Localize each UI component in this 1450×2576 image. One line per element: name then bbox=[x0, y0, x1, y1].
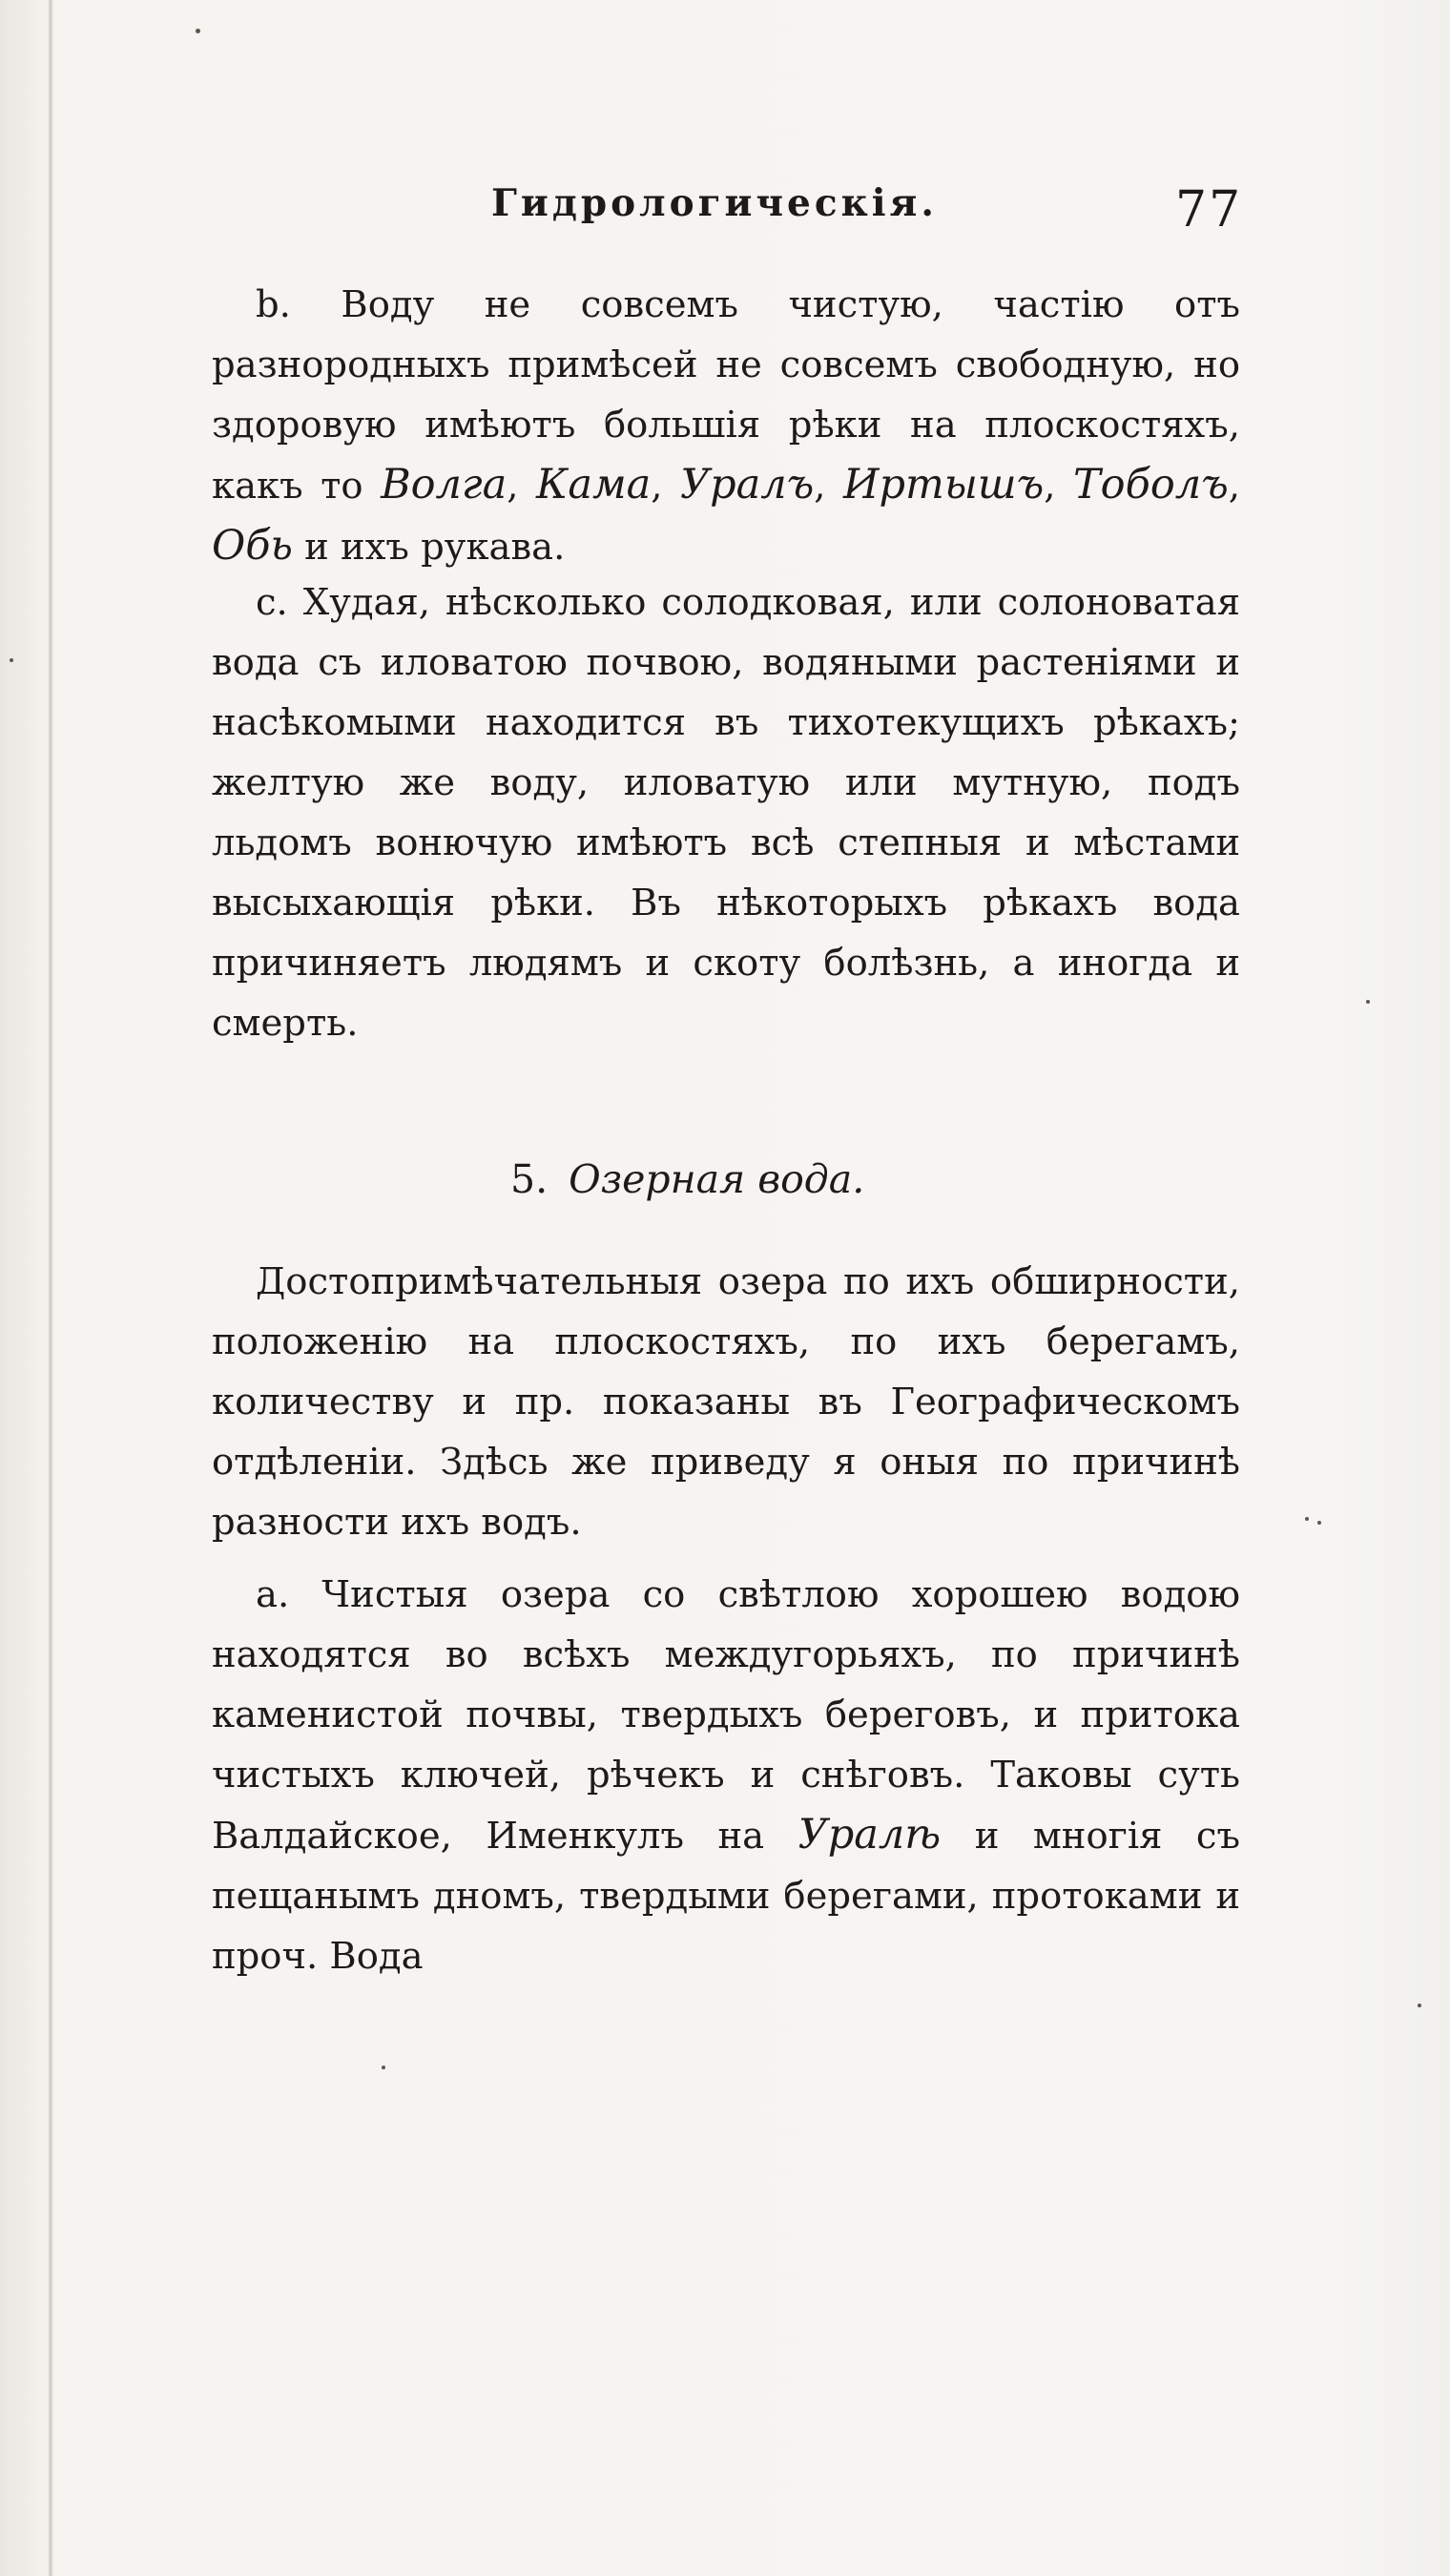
print-speck bbox=[382, 2066, 385, 2069]
separator: , bbox=[814, 465, 844, 508]
separator: , bbox=[1228, 465, 1240, 508]
print-speck bbox=[1418, 2004, 1421, 2007]
paragraph-a bbox=[212, 1565, 1240, 1986]
section-title: Озерная вода. bbox=[569, 1156, 865, 1202]
print-speck bbox=[10, 658, 13, 662]
paragraph-a-text-start: а. Чистыя озера со свѣтлою хорошею водою находятся во всѣхъ междугорьяхъ, по причинѣ каменистой почвы, твердыхъ береговъ, и притока чистыхъ ключей, рѣчекъ и снѣговъ. Таковы суть Валдайское, Именкулъ на bbox=[212, 1573, 1240, 1858]
print-speck bbox=[196, 29, 200, 33]
page-number: 77 bbox=[1175, 181, 1243, 239]
running-title: Гидрологическія. bbox=[491, 181, 938, 225]
print-speck bbox=[1317, 1521, 1321, 1525]
paragraph-b-text-start: b. Воду не совсемъ чистую, частію отъ разнородныхъ примѣсей не совсемъ свободную, но здоровую имѣютъ большія рѣки на плоскостяхъ, какъ то bbox=[212, 283, 1240, 508]
paragraph-intro: Достопримѣчательныя озера по ихъ обширности, положенію на плоскостяхъ, по ихъ берегамъ, количеству и пр. показаны въ Географическомъ отдѣленіи. Здѣсь же приведу я оныя по причинѣ разности ихъ водъ. bbox=[212, 1260, 1240, 1544]
river-name-ural: Уралъ bbox=[680, 461, 815, 509]
page-gutter-shadow bbox=[48, 0, 53, 2576]
river-name-ob: Обь bbox=[212, 522, 293, 570]
paragraph-b bbox=[212, 275, 1240, 577]
river-name-kama: Кама bbox=[536, 461, 652, 509]
river-name-tobol: Тоболъ bbox=[1073, 461, 1229, 509]
section-number: 5. bbox=[510, 1156, 549, 1202]
paragraph-b-text-end: и ихъ рукава. bbox=[292, 526, 566, 569]
separator: , bbox=[507, 465, 537, 508]
separator: , bbox=[1044, 465, 1073, 508]
separator: , bbox=[651, 465, 680, 508]
paragraph-a-text-end: и многія съ пещанымъ дномъ, твердыми берегами, протоками и проч. Вода bbox=[212, 1815, 1240, 1978]
river-name-volga: Волга bbox=[381, 461, 508, 509]
section-heading bbox=[510, 1156, 864, 1202]
river-name-irtysh: Иртышъ bbox=[843, 461, 1045, 509]
print-speck bbox=[1305, 1517, 1309, 1521]
print-speck bbox=[1366, 1000, 1370, 1004]
paragraph-c: с. Худая, нѣсколько солодковая, или солоноватая вода съ иловатою почвою, водяными растеніями и насѣкомыми находится въ тихотекущихъ рѣкахъ; желтую же воду, иловатую или мутную, подъ льдомъ вонючую имѣютъ всѣ степныя и мѣстами высыхающія рѣки. Въ нѣкоторыхъ рѣкахъ вода причиняетъ людямъ и скоту болѣзнь, а иногда и смерть. bbox=[212, 581, 1240, 1045]
place-name-ural: Уралѣ bbox=[798, 1811, 942, 1859]
